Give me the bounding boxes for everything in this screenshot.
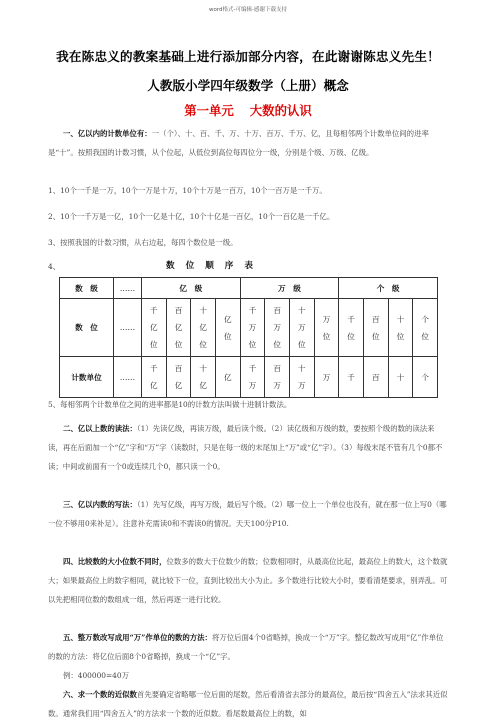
- place-char: 位: [248, 340, 257, 349]
- unit-cell: [413, 357, 438, 398]
- place-text: [372, 311, 380, 345]
- unit-cell: [265, 357, 290, 398]
- place-char: 位: [224, 331, 232, 341]
- unit-char: 千: [150, 364, 158, 373]
- unit-char: 十: [396, 372, 405, 382]
- section-5-body: 将万位后面4个0省略掉，换成一个“万”字。整亿数改写成用“亿”作单位的数的方法：将亿位后面8个0省略掉，换成一个“亿”字。: [48, 633, 444, 661]
- place-text: [150, 302, 158, 353]
- unit-text: [397, 369, 405, 386]
- place-text: [199, 302, 207, 353]
- place-value-table-title: 数位顺序表: [166, 261, 264, 271]
- section-5-example: 例：400000=40万: [63, 671, 129, 680]
- point-5: 5、每相邻两个计数单位之间的进率都是10的计数方法叫做十进制计数法。: [48, 400, 292, 409]
- place-char: 千: [347, 314, 355, 324]
- place-char: 位: [322, 331, 331, 341]
- place-cell: [413, 299, 438, 357]
- unit-cell: [142, 357, 167, 398]
- section-2-lead: 二、亿以上数的读法：: [63, 424, 137, 433]
- row-header-units: 计数单位: [60, 357, 114, 398]
- unit-cell: [215, 357, 240, 398]
- point-1: 1、10个一千是一万，10个一万是十万，10个十万是一百万，10个一百万是一千万。: [48, 186, 327, 195]
- row-header-levels: 数 级: [60, 278, 114, 299]
- unit-char: 百: [273, 364, 281, 373]
- place-cell: [142, 299, 167, 357]
- table-row-places: [60, 299, 438, 357]
- place-cell: [289, 299, 314, 357]
- place-text: [298, 302, 306, 353]
- place-cell: [314, 299, 339, 357]
- unit-char: 亿: [150, 381, 158, 390]
- document-title: 人教版小学四年级数学（上册）概念: [147, 78, 349, 93]
- place-value-table: [59, 277, 438, 398]
- place-text: [421, 311, 429, 345]
- ge-level-cell: 个 级: [339, 278, 438, 299]
- ellipsis-cell: ……: [114, 278, 142, 299]
- place-char: 位: [273, 340, 281, 349]
- unit-text: [298, 360, 306, 394]
- yi-level-cell: 亿 级: [142, 278, 241, 299]
- unit-cell: [314, 357, 339, 398]
- unit-char: 千: [248, 364, 257, 373]
- ellipsis-cell: ……: [114, 299, 142, 357]
- unit-char: 十: [297, 364, 306, 373]
- unit-cell: [363, 357, 388, 398]
- table-row-units: [60, 357, 438, 398]
- section-1-intro: [48, 124, 448, 162]
- place-char: 百: [371, 314, 380, 324]
- unit-text: [273, 360, 281, 394]
- place-text: [224, 311, 232, 345]
- point-4-number: 4、: [48, 262, 61, 271]
- section-6: [48, 685, 448, 723]
- unit-cell: [339, 357, 364, 398]
- section-5: [48, 628, 448, 666]
- row-header-places: 数 位: [60, 299, 114, 357]
- place-char: 万: [322, 314, 331, 324]
- section-1-body: 一（个）、十、百、千、万、十万、百万、千万、亿，且每相邻两个计数单位间的进率是“十”。按照我国的计数习惯，从个位起，从低位到高位每四位分一级，分别是个级、万级、亿级。: [48, 129, 429, 157]
- place-char: 位: [421, 331, 429, 341]
- unit-text: [224, 369, 232, 386]
- place-text: [347, 311, 355, 345]
- place-char: 位: [199, 340, 207, 349]
- place-char: 百: [174, 306, 183, 315]
- place-char: 千: [150, 306, 158, 315]
- place-char: 万: [248, 323, 257, 332]
- place-char: 千: [248, 306, 257, 315]
- point-4-heading: [48, 258, 448, 274]
- place-text: [323, 311, 331, 345]
- unit-char: 万: [297, 381, 306, 390]
- place-char: 万: [297, 323, 306, 332]
- place-cell: [240, 299, 265, 357]
- section-6-lead: 六、求一个数的近似数: [63, 690, 137, 699]
- unit-name: 大数的认识: [249, 103, 312, 118]
- place-cell: [166, 299, 191, 357]
- place-char: 位: [347, 331, 355, 341]
- unit-char: 百: [174, 364, 183, 373]
- place-char: 十: [199, 306, 207, 315]
- section-4-body: 位数多的数大于位数少的数；位数相同时，从最高位比起，最高位上的数大，这个数就大；如果最高位上的数字相同，就比较下一位，直到比较出大小为止。多个数进行比较大小时，要看清楚要求，别弄乱。可以先把相同位数的数组成一组，然后再逐一进行比较。: [48, 557, 448, 604]
- ellipsis-cell: ……: [114, 357, 142, 398]
- unit-number: 第一单元: [184, 103, 234, 118]
- unit-char: 万: [248, 381, 257, 390]
- section-2: [48, 419, 448, 476]
- place-char: 亿: [150, 323, 158, 332]
- point-2: 2、10个一千万是一亿，10个一亿是十亿，10个十亿是一百亿，10个一百亿是一千亿。: [48, 212, 335, 221]
- section-3: [48, 495, 448, 533]
- unit-text: [323, 369, 331, 386]
- unit-cell: [240, 357, 265, 398]
- place-text: [249, 302, 257, 353]
- place-char: 十: [396, 314, 405, 324]
- unit-char: 亿: [174, 381, 183, 390]
- unit-char: 百: [371, 372, 380, 382]
- unit-text: [249, 360, 257, 394]
- section-4: [48, 552, 448, 609]
- table-row-levels: [60, 278, 438, 299]
- unit-char: 亿: [199, 381, 207, 390]
- place-text: [175, 302, 183, 353]
- section-3-lead: 三、亿以内数的写法：: [63, 500, 137, 509]
- unit-text: [150, 360, 158, 394]
- place-char: 个: [421, 314, 429, 324]
- unit-text: [372, 369, 380, 386]
- place-char: 位: [396, 331, 405, 341]
- unit-heading: [0, 101, 496, 119]
- place-char: 亿: [224, 314, 232, 324]
- place-cell: [339, 299, 364, 357]
- section-1-lead: 一、亿以内的计数单位有：: [63, 129, 152, 138]
- unit-cell: [289, 357, 314, 398]
- place-cell: [363, 299, 388, 357]
- place-char: 亿: [199, 323, 207, 332]
- unit-char: 亿: [224, 372, 232, 382]
- section-6-body: 首先要确定省略哪一位后面的尾数，然后看清省去部分的最高位，最后按“四舍五入”法求其近似数。通常我们用“四舍五入”的方法求一个数的近似数。看尾数最高位上的数，如: [48, 690, 448, 718]
- unit-cell: [191, 357, 216, 398]
- section-5-lead: 五、整万数改写成用“万”作单位的数的方法：: [63, 633, 212, 642]
- unit-cell: [388, 357, 413, 398]
- place-char: 位: [150, 340, 158, 349]
- place-char: 位: [174, 340, 183, 349]
- header-note: word格式-可编辑-感谢下载支持: [209, 7, 287, 13]
- point-3: 3、按照我国的计数习惯，从右边起，每四个数位是一级。: [48, 238, 238, 247]
- unit-char: 万: [322, 372, 331, 382]
- unit-text: [421, 369, 429, 386]
- unit-char: 千: [347, 372, 355, 382]
- place-char: 位: [371, 331, 380, 341]
- place-text: [397, 311, 405, 345]
- place-char: 十: [297, 306, 306, 315]
- unit-cell: [166, 357, 191, 398]
- unit-char: 十: [199, 364, 207, 373]
- unit-text: [199, 360, 207, 394]
- place-cell: [265, 299, 290, 357]
- place-char: 亿: [174, 323, 183, 332]
- section-4-lead: 四、比较数的大小位数不同时，: [63, 557, 167, 566]
- place-text: [273, 302, 281, 353]
- section-2-body: （1）先读亿级，再读万级，最后读个级。（2）读亿级和万级的数，要按照个级的数的读法来读，再在后面加一个“亿”字和“万”字（读数时，只是在每一级的末尾加上“万”或“亿”字）。（3）每级末尾不管有几个0都不读；中间或前面有一个0或连续几个0，都只读一个0。: [48, 424, 443, 471]
- acknowledgement-banner: 我在陈忠义的教案基础上进行添加部分内容，在此谢谢陈忠义先生！: [56, 49, 440, 64]
- place-char: 百: [273, 306, 281, 315]
- place-char: 位: [297, 340, 306, 349]
- unit-char: 个: [421, 372, 429, 382]
- wan-level-cell: 万 级: [240, 278, 339, 299]
- unit-char: 万: [273, 381, 281, 390]
- place-cell: [215, 299, 240, 357]
- place-char: 万: [273, 323, 281, 332]
- place-cell: [191, 299, 216, 357]
- unit-text: [175, 360, 183, 394]
- section-3-body: （1）先写亿级，再写万级，最后写个级。（2）哪一位上一个单位也没有，就在那一位上写0（哪一位不够用0来补足）。注意补充需读0和不需读0的情况。天天100分P10.: [48, 500, 447, 528]
- place-cell: [388, 299, 413, 357]
- unit-text: [347, 369, 355, 386]
